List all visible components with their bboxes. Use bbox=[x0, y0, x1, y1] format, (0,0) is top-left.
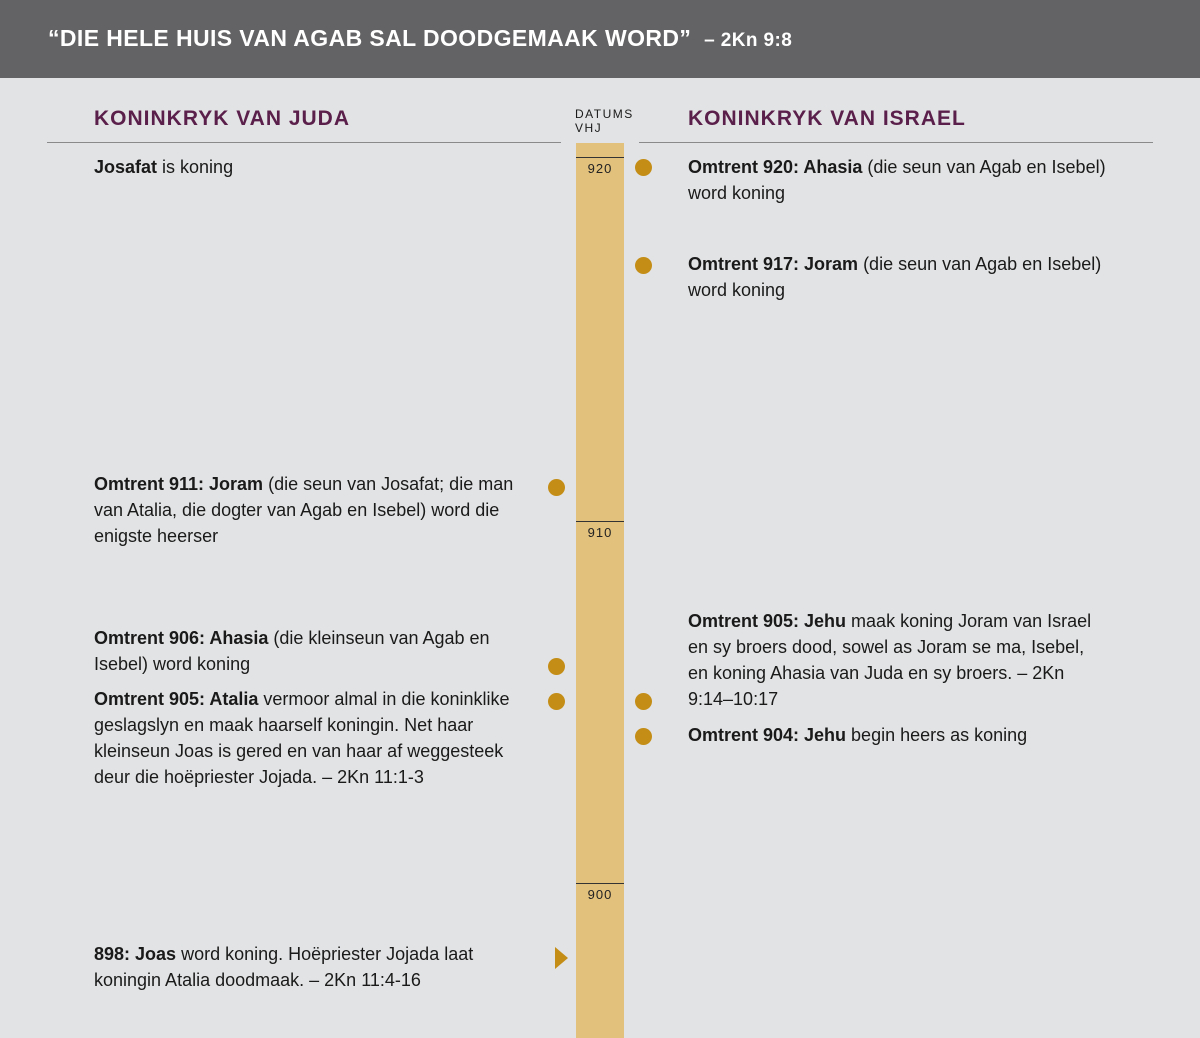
event-text: (die kleinseun van Agab en Isebel) word koning bbox=[94, 628, 490, 674]
israel-event bbox=[688, 722, 1128, 748]
dates-label-line1: DATUMS bbox=[575, 107, 634, 121]
tick-900 bbox=[576, 883, 624, 884]
event-heading: Omtrent 906: Ahasia bbox=[94, 628, 269, 648]
event-text: begin heers as koning bbox=[846, 725, 1028, 745]
event-text: word koning. Hoëpriester Jojada laat koningin Atalia doodmaak. – 2Kn 11:4-16 bbox=[94, 944, 474, 990]
tick-label-900: 900 bbox=[587, 887, 613, 902]
israel-marker-dot bbox=[635, 693, 652, 710]
juda-marker-dot bbox=[548, 693, 565, 710]
juda-marker-dot bbox=[548, 658, 565, 675]
timeline-bar bbox=[576, 143, 624, 1038]
juda-event bbox=[94, 471, 534, 549]
event-text: is koning bbox=[157, 157, 234, 177]
title-reference: – 2Kn 9:8 bbox=[704, 30, 793, 51]
event-text: (die seun van Josafat; die man van Atalia, die dogter van Agab en Isebel) word die enigste heerser bbox=[94, 474, 514, 546]
event-heading: Omtrent 920: Ahasia bbox=[688, 157, 863, 177]
event-text: (die seun van Agab en Isebel) word koning bbox=[688, 157, 1106, 203]
israel-event bbox=[688, 251, 1128, 303]
juda-event bbox=[94, 154, 534, 180]
juda-divider bbox=[47, 142, 561, 143]
header-bar bbox=[0, 0, 1200, 78]
juda-event bbox=[94, 941, 534, 993]
israel-divider bbox=[639, 142, 1153, 143]
israel-marker-dot bbox=[635, 257, 652, 274]
event-heading: Omtrent 904: Jehu bbox=[688, 725, 847, 745]
tick-910 bbox=[576, 521, 624, 522]
event-text: maak koning Joram van Israel en sy broers dood, sowel as Joram se ma, Isebel, en koning Ahasia van Juda en sy broers. – 2Kn 9:14–10:17 bbox=[688, 611, 1092, 709]
event-heading: Josafat bbox=[94, 157, 158, 177]
event-heading: Omtrent 905: Jehu bbox=[688, 611, 847, 631]
dates-label bbox=[575, 107, 634, 135]
event-heading: Omtrent 917: Joram bbox=[688, 254, 859, 274]
tick-920 bbox=[576, 157, 624, 158]
israel-event bbox=[688, 608, 1108, 712]
event-text: (die seun van Agab en Isebel) word koning bbox=[688, 254, 1102, 300]
juda-event bbox=[94, 686, 534, 790]
event-heading: Omtrent 905: Atalia bbox=[94, 689, 259, 709]
tick-label-920: 920 bbox=[587, 161, 613, 176]
juda-marker-dot bbox=[548, 479, 565, 496]
israel-marker-dot bbox=[635, 728, 652, 745]
juda-column-title: KONINKRYK VAN JUDA bbox=[94, 107, 351, 130]
israel-marker-dot bbox=[635, 159, 652, 176]
event-text: vermoor almal in die koninklike geslagslyn en maak haarself koningin. Net haar kleinseun Joas is gered en van haar af weggesteek deur die hoëpriester Jojada. – 2Kn 11:1-3 bbox=[94, 689, 510, 787]
israel-event bbox=[688, 154, 1128, 206]
event-heading: Omtrent 911: Joram bbox=[94, 474, 264, 494]
event-heading: 898: Joas bbox=[94, 944, 177, 964]
juda-event bbox=[94, 625, 514, 677]
page-title bbox=[48, 25, 792, 52]
juda-marker-arrow-icon bbox=[555, 947, 568, 969]
tick-label-910: 910 bbox=[587, 525, 613, 540]
israel-column-title: KONINKRYK VAN ISRAEL bbox=[688, 107, 966, 130]
title-quote: “DIE HELE HUIS VAN AGAB SAL DOODGEMAAK WORD” bbox=[48, 25, 692, 51]
dates-label-line2: VHJ bbox=[575, 121, 603, 135]
